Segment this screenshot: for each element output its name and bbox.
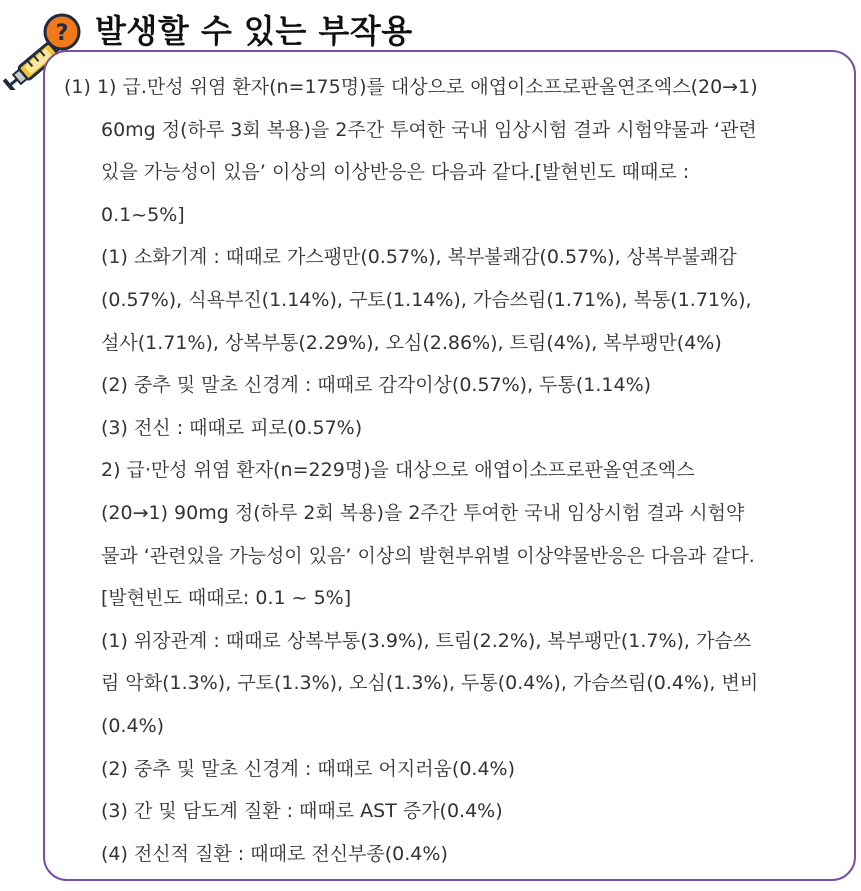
text-line: [발현빈도 때때로: 0.1 ~ 5%] [101, 587, 352, 610]
text-line: (20→1) 90mg 정(하루 2회 복용)을 2주간 투여한 국내 임상시험 결과 시험약 [101, 501, 745, 524]
text-line: 2) 급·만성 위염 환자(n=229명)을 대상으로 애엽이소프로판올연조엑스 [101, 459, 695, 482]
page-title: 발생할 수 있는 부작용 [95, 12, 413, 50]
text-line: 설사(1.71%), 상복부통(2.29%), 오심(2.86%), 트림(4%), 복부팽만(4%) [101, 331, 722, 354]
text-line: 60mg 정(하루 3회 복용)을 2주간 투여한 국내 임상시험 결과 시험약물과 ‘관련 [101, 118, 757, 141]
text-line: 0.1~5%] [101, 203, 185, 226]
text-line: (1) 1) 급.만성 위염 환자(n=175명)를 대상으로 애엽이소프로판올연조엑스(20→1) [64, 76, 758, 98]
text-line: (1) 소화기계 : 때때로 가스팽만(0.57%), 복부불쾌감(0.57%), 상복부불쾌감 [101, 246, 737, 269]
text-line: (0.57%), 식욕부진(1.14%), 구토(1.14%), 가슴쓰림(1.71%), 복통(1.71%), [101, 288, 752, 311]
svg-text:?: ? [55, 21, 69, 46]
text-line: (2) 중추 및 말초 신경계 : 때때로 감각이상(0.57%), 두통(1.14%) [101, 374, 652, 397]
text-line: 있을 가능성이 있음’ 이상의 이상반응은 다음과 같다.[발현빈도 때때로 : [101, 161, 690, 184]
text-line: (2) 중추 및 말초 신경계 : 때때로 어지러움(0.4%) [101, 757, 515, 780]
text-line: 물과 ‘관련있을 가능성이 있음’ 이상의 발현부위별 이상약물반응은 다음과 같다. [101, 544, 755, 567]
side-effects-content [64, 66, 849, 875]
text-line: (3) 전신 : 때때로 피로(0.57%) [101, 416, 363, 439]
text-line: (1) 위장관계 : 때때로 상복부통(3.9%), 트림(2.2%), 복부팽만(1.7%), 가슴쓰 [101, 629, 752, 652]
text-line: (0.4%) [101, 714, 165, 737]
text-line: 림 악화(1.3%), 구토(1.3%), 오심(1.3%), 두통(0.4%), 가슴쓰림(0.4%), 변비 [101, 672, 759, 695]
text-line: (3) 간 및 담도계 질환 : 때때로 AST 증가(0.4%) [101, 800, 503, 823]
text-line: (4) 전신적 질환 : 때때로 전신부종(0.4%) [101, 842, 448, 865]
